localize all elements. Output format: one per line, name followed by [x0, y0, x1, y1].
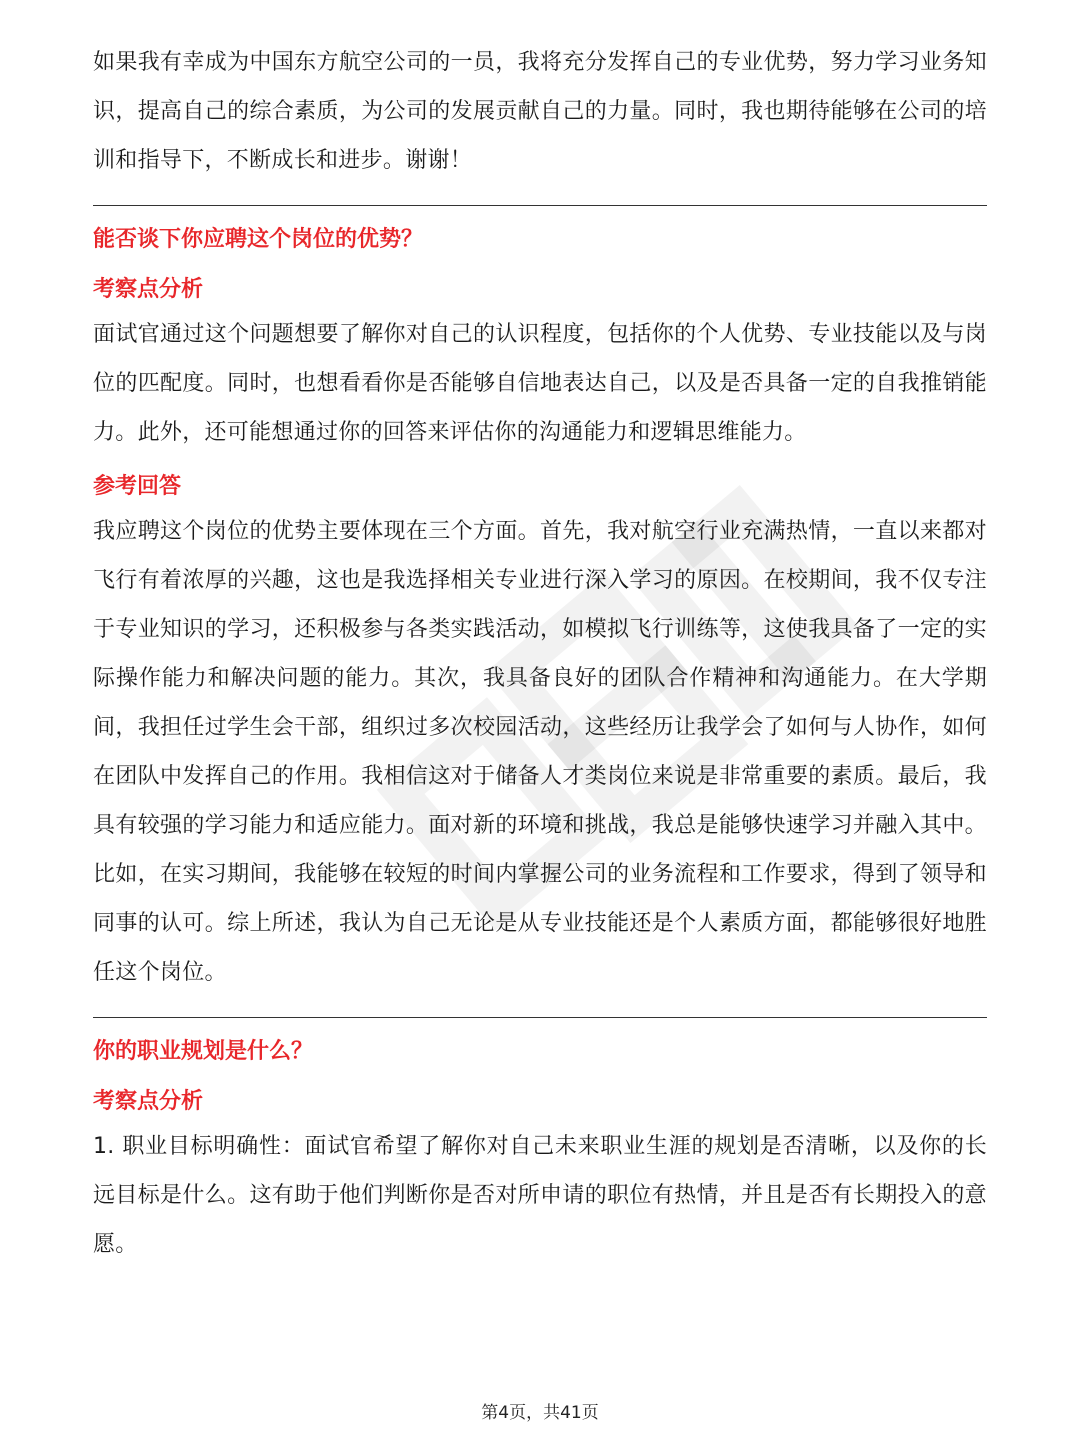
analysis-heading: 考察点分析	[93, 1089, 204, 1114]
document-body	[93, 38, 987, 1269]
question-heading: 能否谈下你应聘这个岗位的优势？	[93, 227, 424, 252]
analysis-paragraph: 面试官通过这个问题想要了解你对自己的认识程度，包括你的个人优势、专业技能以及与岗位的匹配度。同时，也想看看你是否能够自信地表达自己，以及是否具备一定的自我推销能力。此外，还可能想通过你的回答来评估你的沟通能力和逻辑思维能力。	[93, 322, 987, 445]
analysis-paragraph: 1. 职业目标明确性：面试官希望了解你对自己未来职业生涯的规划是否清晰，以及你的长远目标是什么。这有助于他们判断你是否对所申请的职位有热情，并且是否有长期投入的意愿。	[93, 1134, 987, 1257]
analysis-heading: 考察点分析	[93, 277, 204, 302]
page-number: 第4页，共41页	[481, 1403, 599, 1423]
section-divider	[93, 205, 987, 206]
section-divider	[93, 1017, 987, 1018]
intro-paragraph: 如果我有幸成为中国东方航空公司的一员，我将充分发挥自己的专业优势，努力学习业务知识，提高自己的综合素质，为公司的发展贡献自己的力量。同时，我也期待能够在公司的培训和指导下，不断成长和进步。谢谢！	[93, 50, 987, 173]
answer-paragraph: 我应聘这个岗位的优势主要体现在三个方面。首先，我对航空行业充满热情，一直以来都对飞行有着浓厚的兴趣，这也是我选择相关专业进行深入学习的原因。在校期间，我不仅专注于专业知识的学习，还积极参与各类实践活动，如模拟飞行训练等，这使我具备了一定的实际操作能力和解决问题的能力。其次，我具备良好的团队合作精神和沟通能力。在大学期间，我担任过学生会干部，组织过多次校园活动，这些经历让我学会了如何与人协作，如何在团队中发挥自己的作用。我相信这对于储备人才类岗位来说是非常重要的素质。最后，我具有较强的学习能力和适应能力。面对新的环境和挑战，我总是能够快速学习并融入其中。比如，在实习期间，我能够在较短的时间内掌握公司的业务流程和工作要求，得到了领导和同事的认可。综上所述，我认为自己无论是从专业技能还是个人素质方面，都能够很好地胜任这个岗位。	[93, 519, 987, 985]
question-heading: 你的职业规划是什么？	[93, 1039, 314, 1064]
answer-heading: 参考回答	[93, 474, 182, 499]
